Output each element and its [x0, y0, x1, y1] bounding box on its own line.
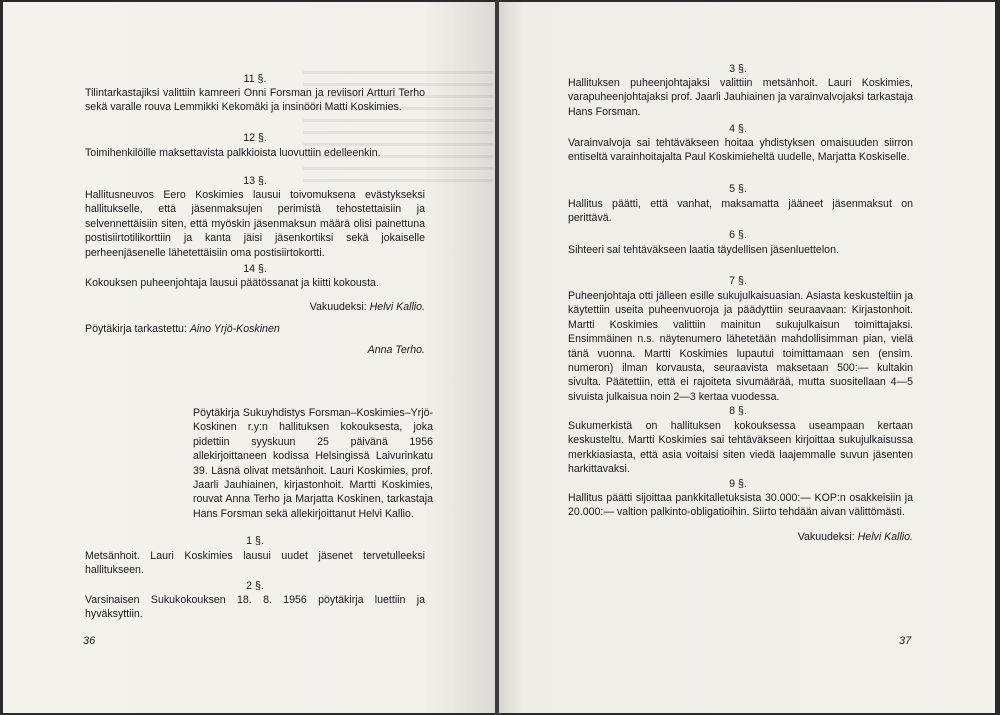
section-1-text: Metsänhoit. Lauri Koskimies lausui uudet jäsenet tervetulleeksi hallitukseen. [85, 550, 425, 577]
section-12-text: Toimihenkilöille maksettavista palkkioista luovuttiin edelleenkin. [85, 147, 381, 159]
vakuudeksi-label-right: Vakuudeksi: [797, 531, 855, 543]
section-13-text: Hallitusneuvos Eero Koskimies lausui toivomuksena evästykseksi hallitukselle, että jäsenmaksujen perimistä tehostettaisiin ja selvennettäisiin siten, että myöskin jäsenmaksun määrä olisi painettuna postisiirtotilikorttiin ja kanta jäisi jäsenkortiksi sekä jokaiselle perheenjäsenelle lähetettäisiin oma postisiirtokortti. [85, 189, 425, 259]
section-3-text: Hallituksen puheenjohtajaksi valittiin metsänhoit. Lauri Koskimies, varapuheenjohtajaksi prof. Jaarli Jauhiainen ja varainvalvojaksi tarkastaja Hans Forsman. [568, 77, 913, 118]
section-6-number: 6 §. [729, 229, 747, 241]
section-5-text: Hallitus päätti, että vanhat, maksamatta jääneet jäsenmaksut on perittävä. [568, 198, 913, 225]
checker-name-2: Anna Terho. [367, 344, 425, 356]
section-4-text: Varainvalvoja sai tehtäväkseen hoitaa yhdistyksen omaisuuden siirron entiseltä varainhoitajalta Paul Koskimieheltä uudelle, Marjatta Koskiselle. [568, 137, 913, 164]
minutes-intro: Pöytäkirja Sukuyhdistys Forsman–Koskimies–Yrjö-Koskinen r.y:n hallituksen kokouksesta, joka pidettiin syyskuun 25 päivänä 1956 allekirjoittaneen kodissa Helsingissä Laivurinkatu 39. Läsnä olivat metsänhoit. Lauri Koskimies, prof. Jaarli Jauhiainen, kirjastonhoit. Martti Koskimies, rouvat Anna Terho ja Marjatta Koskinen, tarkastaja Hans Forsman sekä allekirjoittanut Helvi Kallio. [193, 407, 433, 520]
vakuudeksi-label: Vakuudeksi: [309, 301, 367, 313]
section-4-number: 4 §. [729, 123, 747, 135]
checked-by-label: Pöytäkirja tarkastettu: [85, 323, 187, 335]
left-page [3, 2, 497, 713]
checked-by-line [85, 322, 425, 336]
section-11-number: 11 §. [243, 73, 267, 85]
section-14-number: 14 §. [243, 263, 267, 275]
section-2-text: Varsinaisen Sukukokouksen 18. 8. 1956 pöytäkirja luettiin ja hyväksyttiin. [85, 594, 425, 621]
section-8-text: Sukumerkistä on hallituksen kokouksessa useampaan kertaan keskusteltu. Martti Koskimies sai tehtäväkseen kirjoittaa sukujulkaisussa merkkiasiasta, että asia voitaisi siten viedä laajemmalle suvun jäsenten harkittavaksi. [568, 420, 913, 476]
section-1-number: 1 §. [246, 535, 264, 547]
section-6-text: Sihteeri sai tehtäväkseen laatia täydellisen jäsenluettelon. [568, 244, 839, 256]
right-page [499, 2, 995, 713]
page-number-left: 36 [83, 635, 96, 647]
section-5-number: 5 §. [729, 183, 747, 195]
section-14-text: Kokouksen puheenjohtaja lausui päätössanat ja kiitti kokousta. [85, 277, 379, 289]
section-3-number: 3 §. [729, 63, 747, 75]
section-2-number: 2 §. [246, 580, 264, 592]
section-9-number: 9 §. [729, 478, 747, 490]
section-8-number: 8 §. [729, 405, 747, 417]
section-7-number: 7 §. [729, 275, 747, 287]
section-9-text: Hallitus päätti sijoittaa pankkitalletuksista 30.000:— KOP:n osakkeisiin ja 20.000:— valtion palkinto-obligatioihin. Siirto tehdään aivan välittömästi. [568, 492, 913, 519]
section-13-number: 13 §. [243, 175, 267, 187]
signer-name: Helvi Kallio. [369, 301, 425, 313]
signature-line [85, 300, 425, 314]
signature-line-right [568, 530, 913, 544]
signer-name-right: Helvi Kallio. [857, 531, 913, 543]
section-11-text: Tilintarkastajiksi valittiin kamreeri Onni Forsman ja reviisori Artturi Terho sekä varalle rouva Lemmikki Kekomäki ja insinööri Matti Koskimies. [85, 87, 425, 114]
section-7-text: Puheenjohtaja otti jälleen esille sukujulkaisuasian. Asiasta keskusteltiin ja käytettiin useita puheenvuoroja ja päädyttiin seuraavaan: Kirjastonhoit. Martti Koskimies valittiin mainitun sukujulkaisun toimittajaksi. Ensimmäinen n.s. näytenumero lähetetään mahdollisimman pian, vielä tänä vuonna. Martti Koskimies lupautui toimittamaan sen (ensim. numeron) ilman korvausta, seuraavista maksetaan 500:— kultakin sivulta. Päätettiin, että ei rajoiteta sivumäärää, mutta suositellaan 4—5 sivuista julkaisua noin 2—3 kertaa vuodessa. [568, 290, 913, 403]
page-number-right: 37 [899, 635, 912, 647]
checker-name-1: Aino Yrjö-Koskinen [189, 323, 280, 335]
section-12-number: 12 §. [243, 132, 267, 144]
